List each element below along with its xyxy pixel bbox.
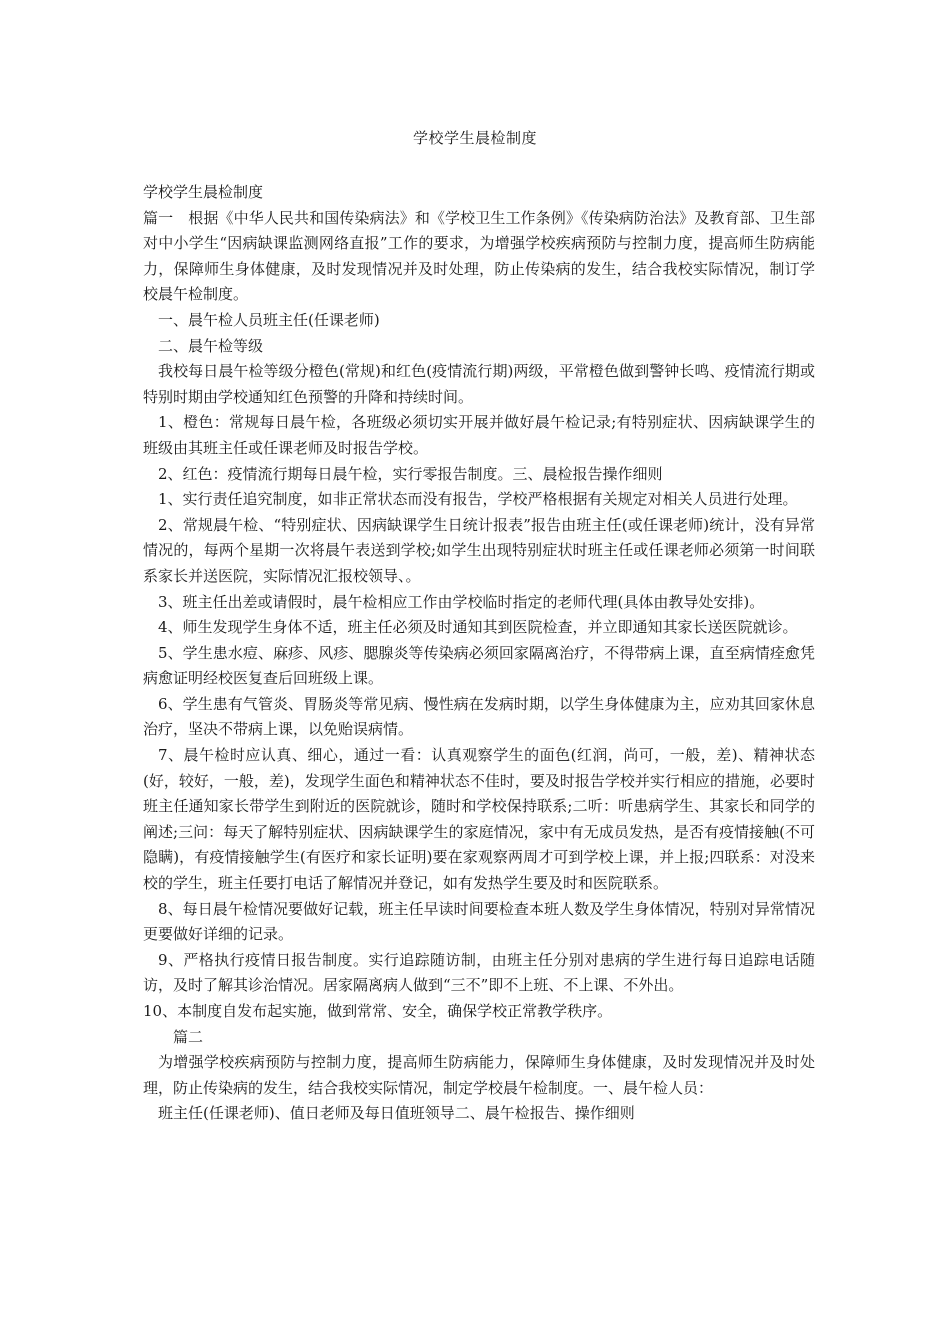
paragraph: 班主任(任课老师)、值日老师及每日值班领导二、晨午检报告、操作细则 [158,1104,635,1123]
paragraph: 为增强学校疾病预防与控制力度，提高师生防病能力，保障师生身体健康，及时发现情况并及时处理，防止传染病的发生，结合我校实际情况，制定学校晨午检制度。一、晨午检人员： [143,1053,815,1097]
paragraph: 2、红色：疫情流行期每日晨午检，实行零报告制度。三、晨检报告操作细则 [158,464,663,483]
paragraph: 6、学生患有气管炎、胃肠炎等常见病、慢性病在发病时期，以学生身体健康为主，应劝其回家休息治疗，坚决不带病上课，以免贻误病情。 [143,694,815,739]
paragraph: 1、橙色：常规每日晨午检，各班级必须切实开展并做好晨午检记录;有特别症状、因病缺课学生的班级由其班主任或任课老师及时报告学校。 [143,413,815,457]
paragraph: 篇一 根据《中华人民共和国传染病法》和《学校卫生工作条例》《传染病防治法》及教育部、卫生部对中小学生“因病缺课监测网络直报”工作的要求，为增强学校疾病预防与控制力度，提高师生防病能力，保障师生身体健康，及时发现情况并及时处理，防止传染病的发生，结合我校实际情况，制订学校晨午检制度。 [143,208,815,304]
paragraph: 4、师生发现学生身体不适，班主任必须及时通知其到医院检查，并立即通知其家长送医院就诊。 [158,618,798,637]
paragraph: 2、常规晨午检、“特别症状、因病缺课学生日统计报表”报告由班主任(或任课老师)统计，没有异常情况的，每两个星期一次将晨午表送到学校;如学生出现特别症状时班主任或任课老师必须第一时间联系家长并送医院，实际情况汇报校领导、。 [143,515,815,585]
paragraph: 9、严格执行疫情日报告制度。实行追踪随访制，由班主任分别对患病的学生进行每日追踪电话随访，及时了解其诊治情况。居家隔离病人做到“三不”即不上班、不上课、不外出。 [143,950,815,995]
paragraph: 我校每日晨午检等级分橙色(常规)和红色(疫情流行期)两级，平常橙色做到警钟长鸣、疫情流行期或特别时期由学校通知红色预警的升降和持续时间。 [143,362,815,406]
paragraph: 一、晨午检人员班主任(任课老师) [158,310,380,329]
paragraph: 3、班主任出差或请假时，晨午检相应工作由学校临时指定的老师代理(具体由教导处安排)。 [158,592,765,611]
document-body [143,180,815,1127]
paragraph: 1、实行责任追究制度，如非正常状态而没有报告，学校严格根据有关规定对相关人员进行处理。 [158,490,798,509]
document-title: 学校学生晨检制度 [412,129,537,147]
paragraph: 学校学生晨检制度 [143,183,264,201]
paragraph: 二、晨午检等级 [158,336,264,355]
paragraph: 7、晨午检时应认真、细心，通过一看：认真观察学生的面色(红润，尚可，一般，差)、精神状态(好，较好，一般，差)，发现学生面色和精神状态不佳时，要及时报告学校并实行相应的措施，必要时班主任通知家长带学生到附近的医院就诊，随时和学校保持联系;二听：听患病学生、其家长和同学的阐述;三问：每天了解特别症状、因病缺课学生的家庭情况，家中有无成员发热，是否有疫情接触(不可隐瞒)，有疫情接触学生(有医疗和家长证明)要在家观察两周才可到学校上课，并上报;四联系：对没来校的学生，班主任要打电话了解情况并登记，如有发热学生要及时和医院联系。 [143,746,815,893]
paragraph: 8、每日晨午检情况要做好记载，班主任早读时间要检查本班人数及学生身体情况，特别对异常情况更要做好详细的记录。 [143,899,815,944]
paragraph: 5、学生患水痘、麻疹、风疹、腮腺炎等传染病必须回家隔离治疗，不得带病上课，直至病情痊愈凭病愈证明经校医复查后回班级上课。 [143,643,815,688]
paragraph: 10、本制度自发布起实施，做到常常、安全，确保学校正常教学秩序。 [143,1002,613,1020]
paragraph: 篇二 [173,1027,204,1046]
